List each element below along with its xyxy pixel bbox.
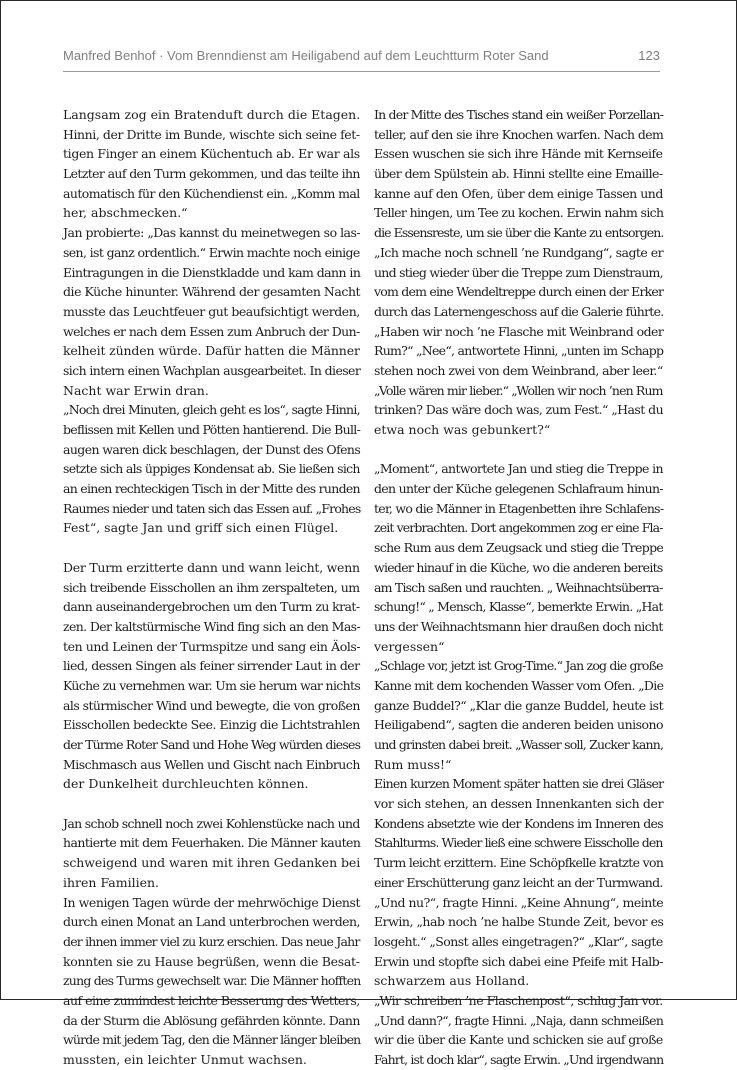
text-line: schung!“ „ Mensch, Klasse“, bemerkte Erwin. „Hat — [374, 599, 663, 615]
text-line: ten und Leinen der Turmspitze und sang ein Äols- — [63, 638, 361, 654]
text-line: Erwin, „hab noch ’ne halbe Stunde Zeit, bevor es — [374, 914, 664, 930]
text-line: da der Sturm die Ablösung gefährden könnte. Dann — [63, 1012, 360, 1028]
text-line: die Essensreste, um sie über die Kante zu entsorgen. — [374, 225, 664, 241]
text-line: „Und dann?“, fragte Hinni. „Naja, dann schmeißen — [374, 1012, 664, 1028]
text-line: „Ich mache noch schnell ’ne Rundgang“, sagte er — [374, 244, 664, 260]
text-line: sche Rum aus dem Zeugsack und stieg die Treppe — [374, 540, 664, 556]
running-head-title: Manfred Benhof · Vom Brenndienst am Heiligabend auf dem Leuchtturm Roter Sand — [63, 48, 549, 63]
text-line: vergessen“ — [374, 638, 445, 654]
text-line: vom dem eine Wendeltreppe durch einen der Erker — [374, 284, 664, 300]
text-line: zen. Der kaltstürmische Wind fing sich an den Mas- — [63, 618, 361, 634]
text-line: konnten sie zu Hause begrüßen, wenn die Besat- — [63, 953, 360, 969]
text-line: Essen wuschen sie sich ihre Hände mit Kernseife — [374, 146, 663, 162]
text-line: „Noch drei Minuten, gleich geht es los“, sagte Hinni, — [63, 402, 360, 418]
text-line: sen, ist ganz ordentlich.“ Erwin machte noch einige — [63, 244, 360, 260]
text-line: mussten, ein leichter Unmut wachsen. — [63, 1052, 307, 1067]
text-line: auf eine zumindest leichte Besserung des Wetters, — [63, 992, 360, 1008]
text-line: wieder hinauf in die Küche, wo die anderen bereits — [374, 559, 663, 575]
text-line: dann auseinandergebrochen um den Turm zu krat- — [63, 599, 360, 615]
text-line: Eintragungen in die Dienstkladde und kam dann in — [63, 264, 361, 280]
text-line: Heiligabend“, sagten die anderen beiden unisono — [374, 717, 663, 733]
running-head — [63, 48, 660, 70]
text-line: uns der Weihnachtsmann hier draußen doch nicht — [374, 618, 663, 634]
text-line: wir die über die Kante und schicken sie auf große — [374, 1032, 663, 1048]
text-line: musste das Leuchtfeuer gut beaufsichtigt werden, — [63, 303, 360, 319]
paragraph-gap — [374, 440, 664, 460]
text-line: Jan schob schnell noch zwei Kohlenstücke nach und — [63, 815, 360, 831]
paragraph-gap — [63, 794, 361, 814]
text-line: „Moment“, antwortete Jan und stieg die Treppe in — [374, 461, 663, 477]
text-line: am Tisch saßen und rauchten. „ Weihnachtsüberra- — [374, 579, 663, 595]
text-line: Hinni, der Dritte im Bunde, wischte sich seine fet- — [63, 126, 360, 142]
text-line: Langsam zog ein Bratenduft durch die Etagen. — [63, 107, 361, 122]
text-line: durch einen Monat an Land unterbrochen werden, — [63, 914, 360, 930]
text-line: trinken? Das wäre doch was, zum Fest.“ „Hast du — [374, 402, 664, 418]
text-line: setzte sich als üppiges Kondensat ab. Sie ließen sich — [63, 461, 360, 477]
text-line: Einen kurzen Moment später hatten sie drei Gläser — [374, 776, 664, 792]
text-line: automatisch für den Küchendienst ein. „Komm mal — [63, 185, 360, 201]
text-line: lied, dessen Singen als feiner sirrender Laut in der — [63, 658, 360, 674]
text-line: Küche zu vernehmen war. Um sie herum war nichts — [63, 677, 361, 693]
text-line: und stieg wieder über die Treppe zum Dienstraum, — [374, 264, 663, 280]
text-line: die Küche hinunter. Während der gesamten Nacht — [63, 284, 361, 300]
text-line: Rum?“ „Nee“, antwortete Hinni, „unten im Schapp — [374, 343, 664, 359]
text-line: welches er nach dem Essen zum Anbruch der Dun- — [63, 323, 360, 339]
text-line: hantierte mit dem Feuerhaken. Die Männer kauten — [63, 835, 361, 851]
text-line: beflissen mit Kellen und Pötten hantierend. Die Bull- — [63, 422, 361, 437]
text-line: den unter der Küche gelegenen Schlafraum hinun- — [374, 481, 663, 497]
text-line: der Türme Roter Sand und Hohe Weg würden dieses — [63, 737, 361, 752]
text-line: sich treibende Eisschollen an ihm zerspalteten, um — [63, 579, 360, 595]
text-line: als stürmischer Wind und bewegte, die von großen — [63, 697, 360, 713]
text-line: Rum muss!“ — [374, 756, 452, 772]
page-number: 123 — [638, 48, 660, 63]
text-line: „Schlage vor, jetzt ist Grog-Time.“ Jan zog die große — [374, 658, 663, 674]
text-line: an einen rechteckigen Tisch in der Mitte des runden — [63, 481, 360, 497]
text-line: „Wir schreiben ’ne Flaschenpost“, schlug Jan vor. — [374, 992, 663, 1008]
text-line: Raumes nieder und taten sich das Essen auf. „Frohes — [63, 500, 361, 516]
text-line: „Volle wären mir lieber.“ „Wollen wir noch ’nen Rum — [374, 382, 663, 398]
text-line: In wenigen Tagen würde der mehrwöchige Dienst — [63, 894, 361, 910]
text-line: „Und nu?“, fragte Hinni. „Keine Ahnung“, meinte — [374, 894, 664, 910]
text-line: Eisschollen bedeckte See. Einzig die Lichtstrahlen — [63, 717, 360, 733]
text-line: Kondens absetzte wie der Kondens im Inneren des — [374, 815, 663, 831]
text-line: Erwin und stopfte sich dabei eine Pfeife mit Halb- — [374, 953, 663, 969]
text-line: ter, wo die Männer in Etagenbetten ihre Schlafens- — [374, 500, 664, 516]
text-line: etwa noch was gebunkert?“ — [374, 422, 551, 437]
text-line: Stahlturms. Wieder ließ eine schwere Eisscholle den — [374, 835, 663, 851]
text-line: Fahrt, ist doch klar“, sagte Erwin. „Und irgendwann — [374, 1052, 664, 1067]
text-line: über dem Spülstein ab. Hinni stellte eine Emaille- — [374, 166, 663, 182]
text-line: her, abschmecken.“ — [63, 205, 188, 221]
text-line: der ihnen immer viel zu kurz erschien. Das neue Jahr — [63, 933, 360, 949]
text-line: zung des Turms gewechselt war. Die Männer hofften — [63, 973, 361, 989]
text-line: Fest“, sagte Jan und griff sich einen Flügel. — [63, 520, 339, 536]
text-line: stehen noch zwei von dem Weinbrand, aber leer.“ — [374, 362, 663, 378]
text-line: und grinsten dabei breit. „Wasser soll, Zucker kann, — [374, 737, 664, 752]
text-line: Jan probierte: „Das kannst du meinetwegen so las- — [63, 225, 361, 241]
text-line: ihren Familien. — [63, 874, 159, 890]
text-line: kelheit zünden würde. Dafür hatten die Männer — [63, 343, 360, 359]
text-line: Mischmasch aus Wellen und Gischt nach Einbruch — [63, 756, 360, 772]
text-line: losgeht.“ „Sonst alles eingetragen?“ „Klar“, sagte — [374, 933, 663, 949]
text-line: vor sich stehen, an dessen Innenkanten sich der — [374, 796, 664, 812]
text-line: Teller hingen, um Tee zu kochen. Erwin nahm sich — [374, 205, 664, 221]
text-line: würde mit jedem Tag, den die Männer länger bleiben — [63, 1032, 361, 1048]
paragraph-gap — [63, 538, 361, 558]
header-rule — [63, 71, 660, 72]
text-line: schwarzem aus Holland. — [374, 973, 530, 989]
text-line: kanne auf den Ofen, über dem einige Tassen und — [374, 185, 663, 201]
text-line: Nacht war Erwin dran. — [63, 382, 209, 398]
text-line: der Dunkelheit durchleuchten können. — [63, 776, 309, 792]
text-line: zeit verbrachten. Dort angekommen zog er eine Fla- — [374, 520, 663, 536]
text-line: Turm leicht erzittern. Eine Schöpfkelle kratzte von — [374, 855, 664, 871]
text-line: „Haben wir noch ’ne Flasche mit Weinbrand oder — [374, 323, 664, 339]
text-line: Letzter auf den Turm gekommen, und das teilte ihn — [63, 166, 360, 182]
text-line: tigen Finger an einem Küchentuch ab. Er war als — [63, 146, 360, 162]
text-line: augen waren dick beschlagen, der Dunst des Ofens — [63, 441, 361, 457]
text-line: teller, auf den sie ihre Knochen warfen. Nach dem — [374, 126, 664, 142]
text-line: Der Turm erzitterte dann und wann leicht, wenn — [63, 559, 360, 575]
text-line: sich intern einen Wachplan ausgearbeitet. In dieser — [63, 362, 361, 378]
text-column-right — [374, 105, 664, 1070]
text-line: ganze Buddel?“ „Klar die ganze Buddel, heute ist — [374, 697, 664, 713]
text-line: einer Erschütterung ganz leicht an der Turmwand. — [374, 874, 663, 890]
text-line: durch das Laternengeschoss auf die Galerie führte. — [374, 303, 664, 319]
text-line: Kanne mit dem kochenden Wasser vom Ofen. „Die — [374, 677, 664, 693]
text-line: schweigend und waren mit ihren Gedanken bei — [63, 855, 361, 871]
text-line: In der Mitte des Tisches stand ein weißer Porzellan- — [374, 107, 664, 122]
text-column-left — [63, 105, 361, 1070]
